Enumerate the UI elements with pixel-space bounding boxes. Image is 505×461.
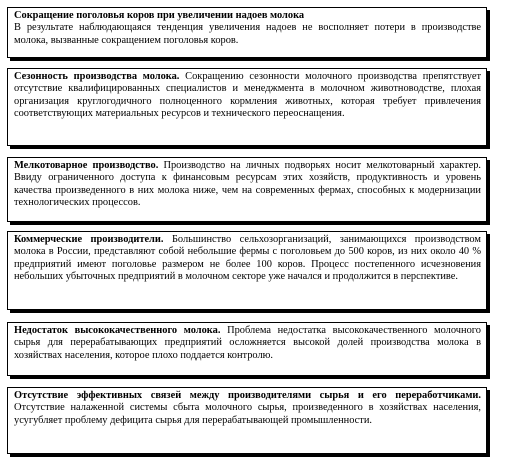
block-small-scale-production xyxy=(7,157,487,222)
block-title: Отсутствие эффективных связей между производителями сырья и его переработчиками. xyxy=(14,390,481,401)
block-title: Недостаток высококачественного молока. xyxy=(14,325,221,336)
block-producer-processor-links xyxy=(7,387,487,454)
block-text: Производство на личных подворьях носит мелкотоварный характер. Ввиду ограниченного доступа к финансовым ресурсам этих хозяйств, продуктивность и уровень качества произведенного в них молока ниже, чем на современных фермах, способных к модернизации технологических процессов. xyxy=(14,160,482,209)
block-commercial-producers xyxy=(7,231,487,310)
block-cow-herd-reduction xyxy=(7,7,487,58)
block-quality-milk-shortage xyxy=(7,322,487,376)
block-text: Сокращению сезонности молочного производства препятствует отсутствие квалифицированных специалистов и менеджмента в молочном животноводстве, плохая организация круглогодичного полноценного кормления животных, которая требует привлечения соответствующих материальных ресурсов и технического переоснащения. xyxy=(14,71,481,120)
block-text: В результате наблюдающаяся тенденция увеличения надоев не восполняет потери в производстве молока, вызванные сокращением поголовья коров. xyxy=(14,22,481,46)
block-text: Большинство сельхозорганизаций, занимающихся производством молока в России, представляют собой небольшие фермы с поголовьем до 500 коров, из них около 40 % предприятий имеют поголовье размером не более 100 коров. Процесс постепенного исчезновения небольших убыточных предприятий в молочном секторе уже начался и продолжится в перспективе. xyxy=(14,234,481,283)
block-text: Отсутствие налаженной системы сбыта молочного сырья, произведенного в хозяйствах населения, усугубляет проблему дефицита сырья для перерабатывающей промышленности. xyxy=(14,402,481,426)
block-title: Мелкотоварное производство. xyxy=(14,160,159,171)
block-text: Проблема недостатка высококачественного молочного сырья для перерабатывающих предприятий осложняется высокой долей производства молока в хозяйствах населения, которое плохо поддается контролю. xyxy=(14,325,481,361)
block-title: Коммерческие производители. xyxy=(14,234,164,245)
block-seasonality xyxy=(7,68,487,146)
block-title: Сокращение поголовья коров при увеличении надоев молока xyxy=(14,10,305,21)
block-title: Сезонность производства молока. xyxy=(14,71,180,82)
